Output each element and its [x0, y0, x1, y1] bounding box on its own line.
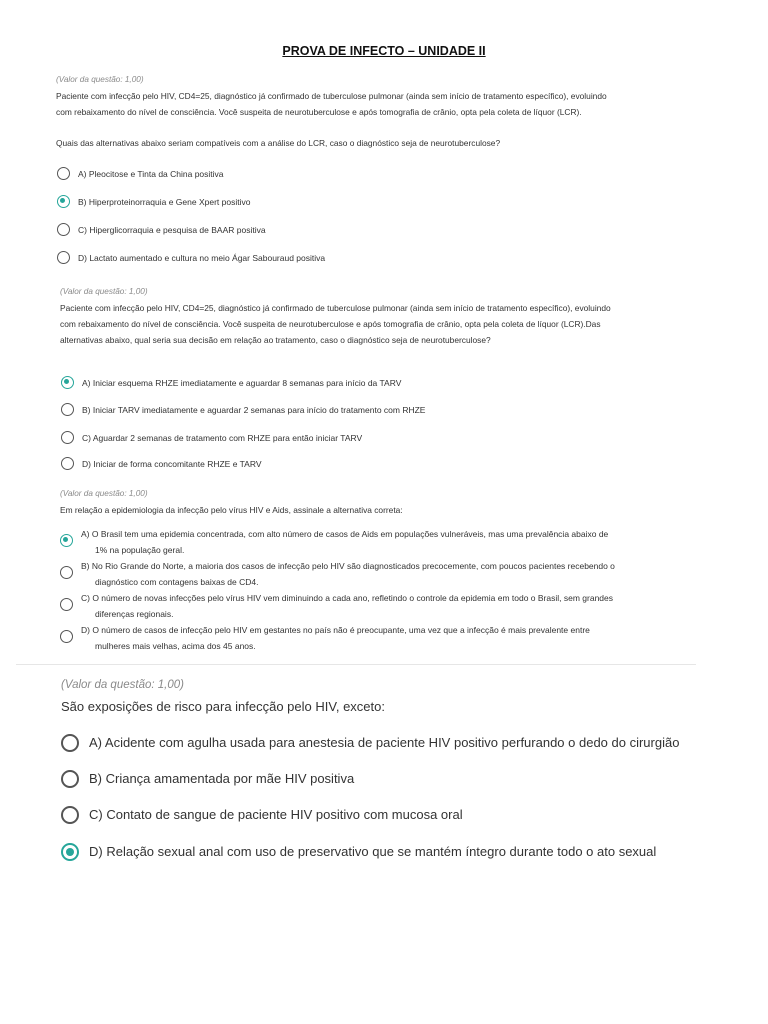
question-stem-line: com rebaixamento do nível de consciência. Você suspeita de neurotuberculose e após tomografia de crânio, opta pela coleta de líquor (LCR).Das	[60, 319, 601, 329]
radio-unchecked-icon[interactable]	[61, 806, 79, 824]
radio-unchecked-icon[interactable]	[61, 431, 74, 444]
radio-unchecked-icon[interactable]	[61, 457, 74, 470]
radio-checked-icon[interactable]	[61, 843, 79, 861]
page-title: PROVA DE INFECTO – UNIDADE II	[282, 44, 486, 58]
option-label: B) Hiperproteinorraquia e Gene Xpert positivo	[78, 197, 251, 207]
option-d[interactable]	[61, 843, 656, 861]
option-b[interactable]	[61, 770, 354, 788]
radio-unchecked-icon[interactable]	[60, 566, 73, 579]
option-c[interactable]	[60, 590, 690, 622]
option-text	[81, 558, 615, 590]
option-label: D) Relação sexual anal com uso de preservativo que se mantém íntegro durante todo o ato sexual	[89, 844, 657, 859]
radio-unchecked-icon[interactable]	[61, 403, 74, 416]
option-d[interactable]	[60, 622, 690, 654]
option-text	[81, 526, 608, 558]
option-label: D) O número de casos de infecção pelo HIV em gestantes no país não é preocupante, uma vez que a infecção é mais prevalente entre	[81, 625, 590, 635]
option-label: B) Criança amamentada por mãe HIV positiva	[89, 771, 355, 786]
radio-checked-icon[interactable]	[60, 534, 73, 547]
radio-unchecked-icon[interactable]	[60, 598, 73, 611]
option-label-continuation: diagnóstico com contagens baixas de CD4.	[95, 577, 259, 587]
option-label: A) Pleocitose e Tinta da China positiva	[78, 169, 224, 179]
question-prompt: São exposições de risco para infecção pelo HIV, exceto:	[61, 699, 385, 714]
question-value-label: (Valor da questão: 1,00)	[56, 75, 144, 84]
option-label: A) O Brasil tem uma epidemia concentrada, com alto número de casos de Aids em populações vulneráveis, mas uma prevalência abaixo de	[81, 529, 609, 539]
option-a[interactable]	[61, 375, 401, 391]
option-label: C) O número de novas infecções pelo vírus HIV vem diminuindo a cada ano, refletindo o controle da epidemia em todo o Brasil, sem grandes	[81, 593, 614, 603]
section-divider	[16, 664, 696, 665]
option-label: A) Iniciar esquema RHZE imediatamente e aguardar 8 semanas para início da TARV	[82, 378, 402, 388]
option-label: C) Contato de sangue de paciente HIV positivo com mucosa oral	[89, 807, 463, 822]
question-stem-line: Paciente com infecção pelo HIV, CD4=25, diagnóstico já confirmado de tuberculose pulmonar (ainda sem início de tratamento específico), evoluindo	[56, 91, 607, 101]
option-a[interactable]	[57, 166, 224, 182]
option-c[interactable]	[57, 222, 266, 238]
option-d[interactable]	[61, 456, 262, 472]
option-b[interactable]	[61, 402, 425, 418]
radio-unchecked-icon[interactable]	[61, 734, 79, 752]
question-3	[60, 488, 740, 518]
option-c[interactable]	[61, 806, 463, 824]
option-text	[81, 590, 613, 622]
option-a[interactable]	[60, 526, 690, 558]
radio-unchecked-icon[interactable]	[60, 630, 73, 643]
option-label: C) Hiperglicorraquia e pesquisa de BAAR positiva	[78, 225, 266, 235]
question-1	[56, 74, 736, 151]
option-label-continuation: mulheres mais velhas, acima dos 45 anos.	[95, 641, 256, 651]
question-value-label: (Valor da questão: 1,00)	[60, 287, 148, 296]
question-stem-line: com rebaixamento do nível de consciência. Você suspeita de neurotuberculose e após tomografia de crânio, opta pela coleta de líquor (LCR).	[56, 107, 582, 117]
option-d[interactable]	[57, 250, 325, 266]
option-label: A) Acidente com agulha usada para anestesia de paciente HIV positivo perfurando o dedo do cirurgião	[89, 735, 680, 750]
question-4	[61, 678, 741, 716]
question-prompt: Quais das alternativas abaixo seriam compatíveis com a análise do LCR, caso o diagnóstico seja de neurotuberculose?	[56, 138, 501, 148]
option-b[interactable]	[57, 194, 250, 210]
option-label: D) Lactato aumentado e cultura no meio Ágar Sabouraud positiva	[78, 253, 326, 263]
question-value-label: (Valor da questão: 1,00)	[60, 489, 148, 498]
radio-unchecked-icon[interactable]	[57, 251, 70, 264]
question-prompt: Em relação a epidemiologia da infecção pelo vírus HIV e Aids, assinale a alternativa correta:	[60, 505, 403, 515]
radio-checked-icon[interactable]	[61, 376, 74, 389]
question-2	[60, 286, 740, 348]
question-value-label: (Valor da questão: 1,00)	[61, 679, 184, 691]
option-label: B) Iniciar TARV imediatamente e aguardar 2 semanas para início do tratamento com RHZE	[82, 405, 426, 415]
option-label: D) Iniciar de forma concomitante RHZE e TARV	[82, 459, 262, 469]
option-label-continuation: diferenças regionais.	[95, 609, 174, 619]
radio-unchecked-icon[interactable]	[57, 167, 70, 180]
option-b[interactable]	[60, 558, 690, 590]
option-label-continuation: 1% na população geral.	[95, 545, 185, 555]
radio-unchecked-icon[interactable]	[61, 770, 79, 788]
option-a[interactable]	[61, 734, 679, 752]
radio-unchecked-icon[interactable]	[57, 223, 70, 236]
radio-checked-icon[interactable]	[57, 195, 70, 208]
option-label: B) No Rio Grande do Norte, a maioria dos casos de infecção pelo HIV são diagnosticados precocemente, com poucos pacientes recebendo o	[81, 561, 615, 571]
option-c[interactable]	[61, 430, 362, 446]
question-stem-line: alternativas abaixo, qual seria sua decisão em relação ao tratamento, caso o diagnóstico seja de neurotuberculose?	[60, 335, 491, 345]
question-stem-line: Paciente com infecção pelo HIV, CD4=25, diagnóstico já confirmado de tuberculose pulmonar (ainda sem início de tratamento específico), evoluindo	[60, 303, 611, 313]
option-label: C) Aguardar 2 semanas de tratamento com RHZE para então iniciar TARV	[82, 433, 363, 443]
option-text	[81, 622, 590, 654]
